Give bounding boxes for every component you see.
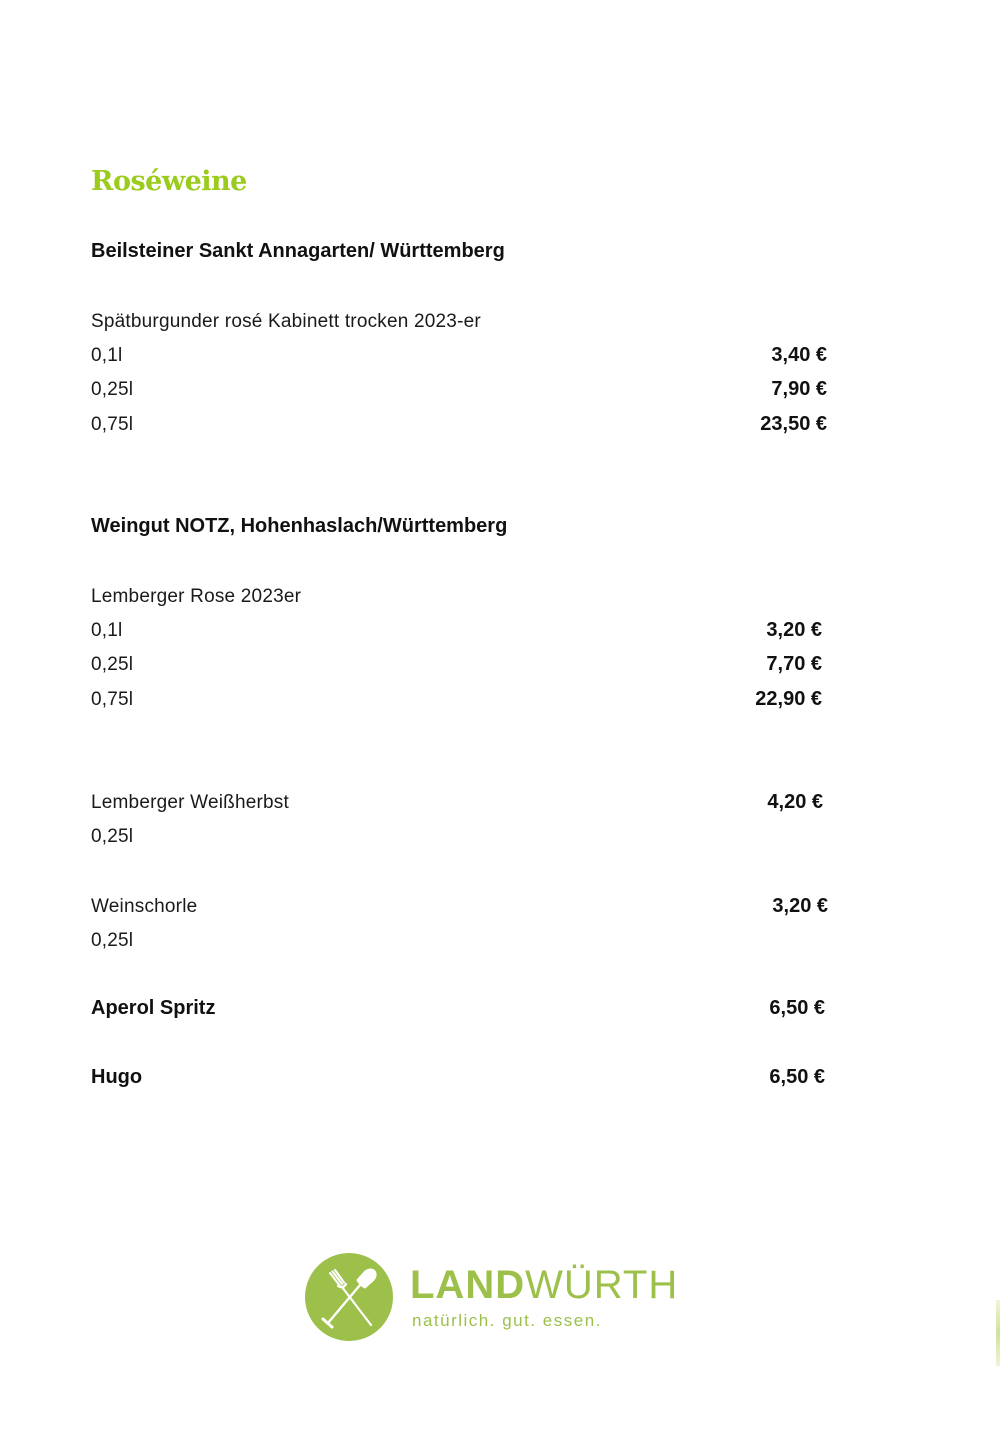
producer-heading: Beilsteiner Sankt Annagarten/ Württemberg (91, 240, 505, 262)
drink-price: 6,50 € (769, 997, 825, 1019)
drink-price: 4,20 € (767, 791, 823, 813)
edge-decoration (996, 1300, 1000, 1366)
wine-price: 3,40 € (771, 344, 827, 366)
wine-size: 0,1l (91, 620, 123, 641)
brand-name-bold: LAND (410, 1263, 526, 1307)
wine-size: 0,75l (91, 414, 134, 435)
section-title: Roséweine (91, 166, 247, 197)
wine-size: 0,25l (91, 379, 134, 400)
wine-price: 3,20 € (766, 619, 822, 641)
wine-size: 0,1l (91, 345, 123, 366)
drink-name: Aperol Spritz (91, 997, 216, 1019)
producer-heading: Weingut NOTZ, Hohenhaslach/Württemberg (91, 515, 508, 537)
brand-name-light: WÜRTH (525, 1263, 679, 1307)
wine-price: 7,70 € (766, 653, 822, 675)
wine-price: 7,90 € (771, 378, 827, 400)
drink-price: 3,20 € (772, 895, 828, 917)
drink-name: Weinschorle (91, 896, 198, 917)
wine-size: 0,75l (91, 689, 134, 710)
wine-price: 22,90 € (755, 688, 822, 710)
drink-name: Lemberger Weißherbst (91, 792, 289, 813)
drink-price: 6,50 € (769, 1066, 825, 1088)
wine-name: Lemberger Rose 2023er (91, 586, 302, 607)
wine-size: 0,25l (91, 654, 134, 675)
drink-name: Hugo (91, 1066, 143, 1088)
wine-price: 23,50 € (760, 413, 827, 435)
brand-name (410, 1263, 678, 1308)
drink-size: 0,25l (91, 826, 134, 847)
fork-and-shovel-icon (305, 1253, 393, 1341)
brand-tagline: natürlich. gut. essen. (412, 1311, 602, 1330)
brand-logo (305, 1253, 685, 1343)
wine-name: Spätburgunder rosé Kabinett trocken 2023-er (91, 311, 481, 332)
drink-size: 0,25l (91, 930, 134, 951)
